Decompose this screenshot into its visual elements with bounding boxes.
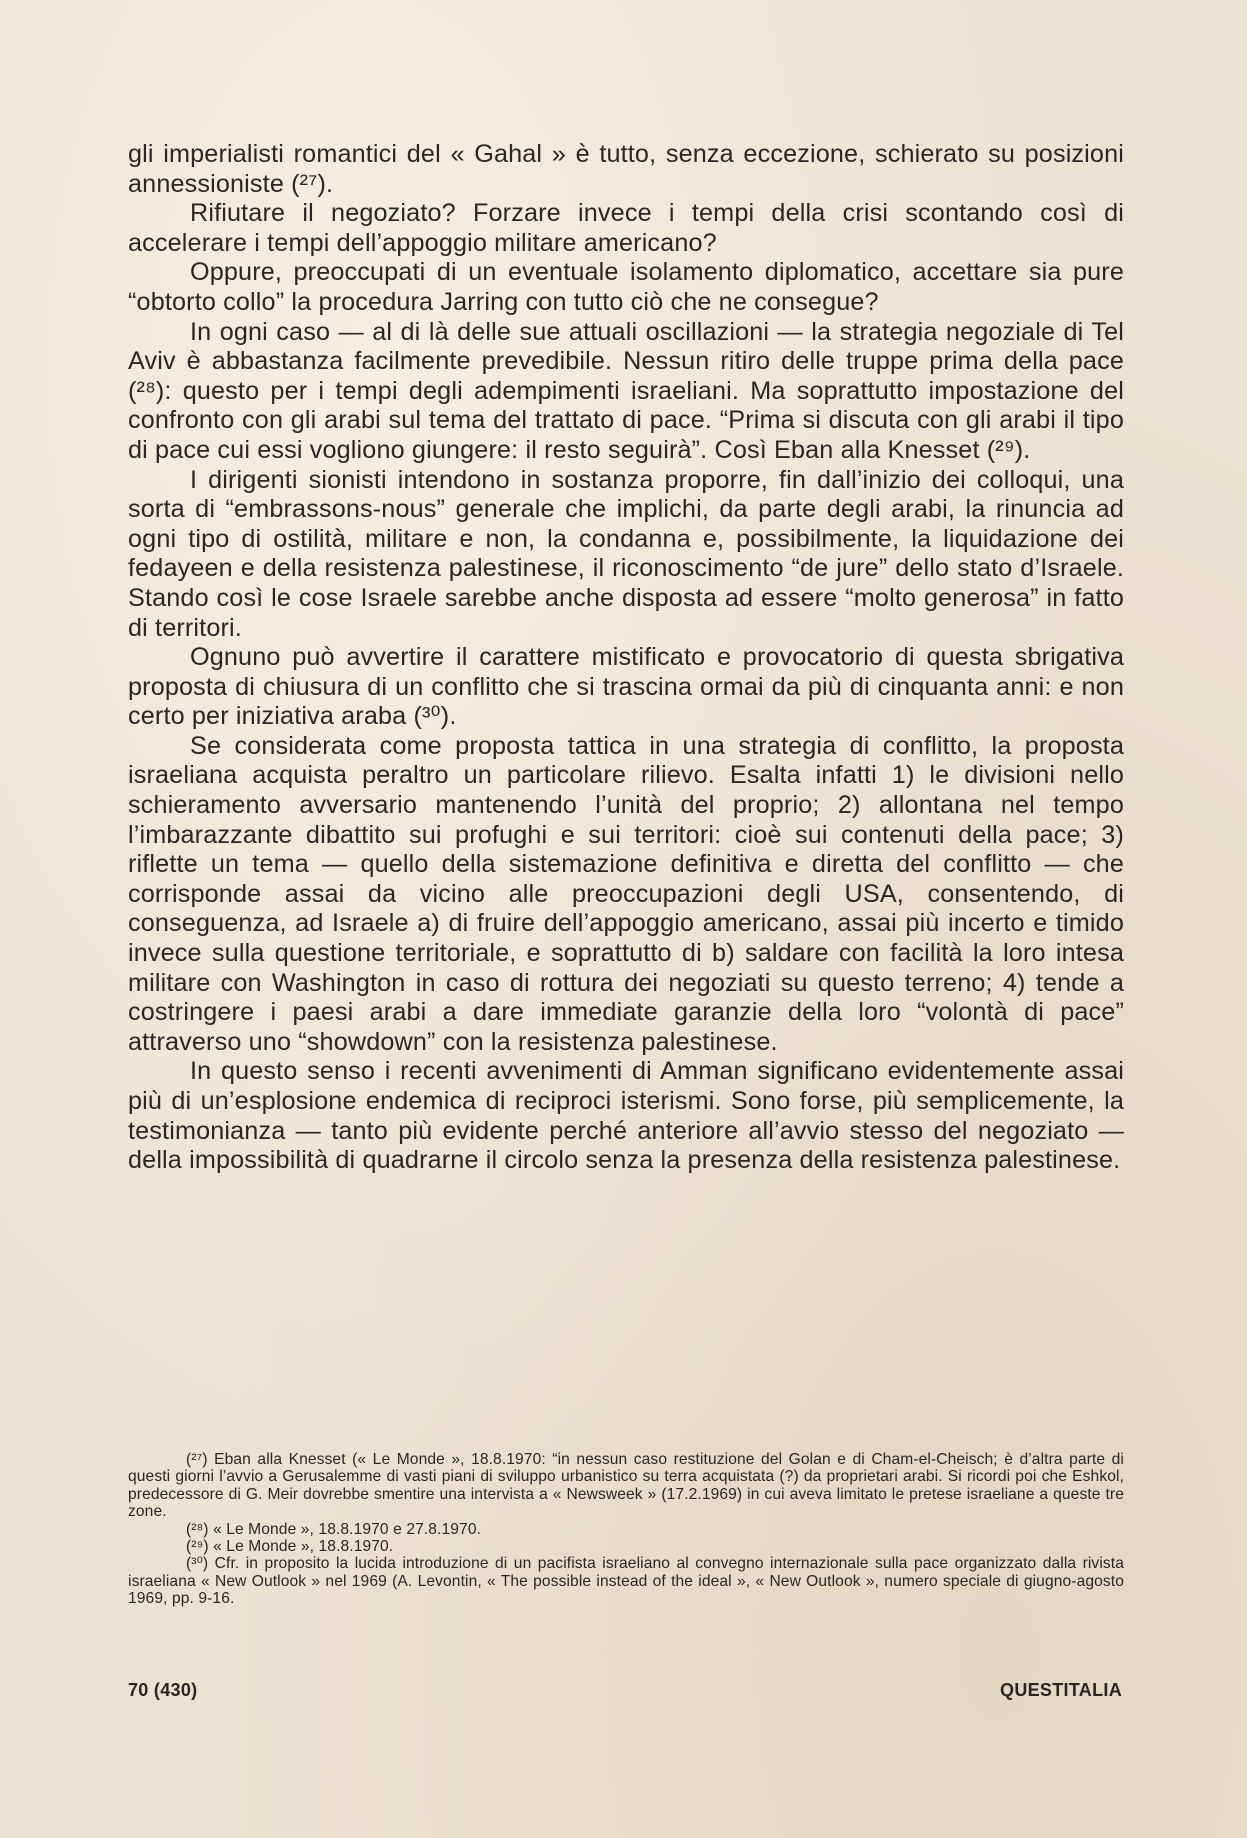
- page-number: 70 (430): [128, 1680, 198, 1700]
- footnotes: [128, 1451, 1124, 1608]
- footnote: (²⁸) « Le Monde », 18.8.1970 e 27.8.1970.: [186, 1520, 482, 1538]
- paragraph: In questo senso i recenti avvenimenti di Amman significano evidentemente assai più di un’esplosione endemica di reciproci isterismi. Sono forse, più semplicemente, la testimonianza — tanto più evidente perché anteriore all’avvio stesso del negoziato — della impossibilità di quadrarne il circolo senza la presenza della resistenza palestinese.: [128, 1057, 1124, 1175]
- journal-name: QUESTITALIA: [1000, 1680, 1122, 1700]
- paragraph: Ognuno può avvertire il carattere mistificato e provocatorio di questa sbrigativa proposta di chiusura di un conflitto che si trascina ormai da più di cinquanta anni: e non certo per iniziativa araba (³⁰).: [128, 643, 1124, 731]
- paragraph: I dirigenti sionisti intendono in sostanza proporre, fin dall’inizio dei colloqui, una sorta di “embrassons-nous” generale che implichi, da parte degli arabi, la rinuncia ad ogni tipo di ostilità, militare e non, la condanna e, possibilmente, la liquidazione dei fedayeen e della resistenza palestinese, il riconoscimento “de jure” dello stato d’Israele. Stando così le cose Israele sarebbe anche disposta ad essere “molto generosa” in fatto di territori.: [128, 465, 1124, 642]
- footnote: (³⁰) Cfr. in proposito la lucida introduzione di un pacifista israeliano al convegno internazionale sulla pace organizzato dalla rivista israeliana « New Outlook » nel 1969 (A. Levontin, « The possible instead of the ideal », « New Outlook », numero speciale di giugno-agosto 1969, pp. 9-16.: [128, 1555, 1124, 1608]
- footnote: (²⁹) « Le Monde », 18.8.1970.: [186, 1538, 394, 1556]
- paragraph: Rifiutare il negoziato? Forzare invece i tempi della crisi scontando così di accelerare i tempi dell’appoggio militare americano?: [128, 199, 1124, 257]
- paragraph: Se considerata come proposta tattica in una strategia di conflitto, la proposta israeliana acquista peraltro un particolare rilievo. Esalta infatti 1) le divisioni nello schieramento avversario mantenendo l’unità del proprio; 2) allontana nel tempo l’imbarazzante dibattito sui profughi e sui territori: cioè sui contenuti della pace; 3) riflette un tema — quello della sistemazione definitiva e diretta del conflitto — che corrisponde assai da vicino alle preoccupazioni degli USA, consentendo, di conseguenza, ad Israele a) di fruire dell’appoggio americano, assai più incerto e timido invece sulla questione territoriale, e soprattutto di b) saldare con facilità la loro intesa militare con Washington in caso di rottura dei negoziati su questo terreno; 4) tende a costringere i paesi arabi a dare immediate garanzie della loro “volontà di pace” attraverso uno “showdown” con la resistenza palestinese.: [128, 731, 1124, 1056]
- footnote: (²⁷) Eban alla Knesset (« Le Monde », 18.8.1970: “in nessun caso restituzione del Golan e di Cham-el-Cheisch; è d’altra parte di questi giorni l’avvio a Gerusalemme di vasti piani di sviluppo urbanistico su terra acquistata (?) da proprietari arabi. Si ricordi poi che Eshkol, predecessore di G. Meir dovrebbe smentire una intervista a « Newsweek » (17.2.1969) in cui aveva limitato le pretese israeliane a queste tre zone.: [128, 1451, 1124, 1521]
- paragraph: gli imperialisti romantici del « Gahal » è tutto, senza eccezione, schierato su posizioni annessioniste (²⁷).: [128, 140, 1124, 198]
- paragraph: In ogni caso — al di là delle sue attuali oscillazioni — la strategia negoziale di Tel Aviv è abbastanza facilmente prevedibile. Nessun ritiro delle truppe prima della pace (²⁸): questo per i tempi degli adempimenti israeliani. Ma soprattutto impostazione del confronto con gli arabi sul tema del trattato di pace. “Prima si discuta con gli arabi il tipo di pace cui essi vogliono giungere: il resto seguirà”. Così Eban alla Knesset (²⁹).: [128, 317, 1124, 464]
- paragraph: Oppure, preoccupati di un eventuale isolamento diplomatico, accettare sia pure “obtorto collo” la procedura Jarring con tutto ciò che ne consegue?: [128, 258, 1124, 316]
- article-body: [128, 140, 1124, 1176]
